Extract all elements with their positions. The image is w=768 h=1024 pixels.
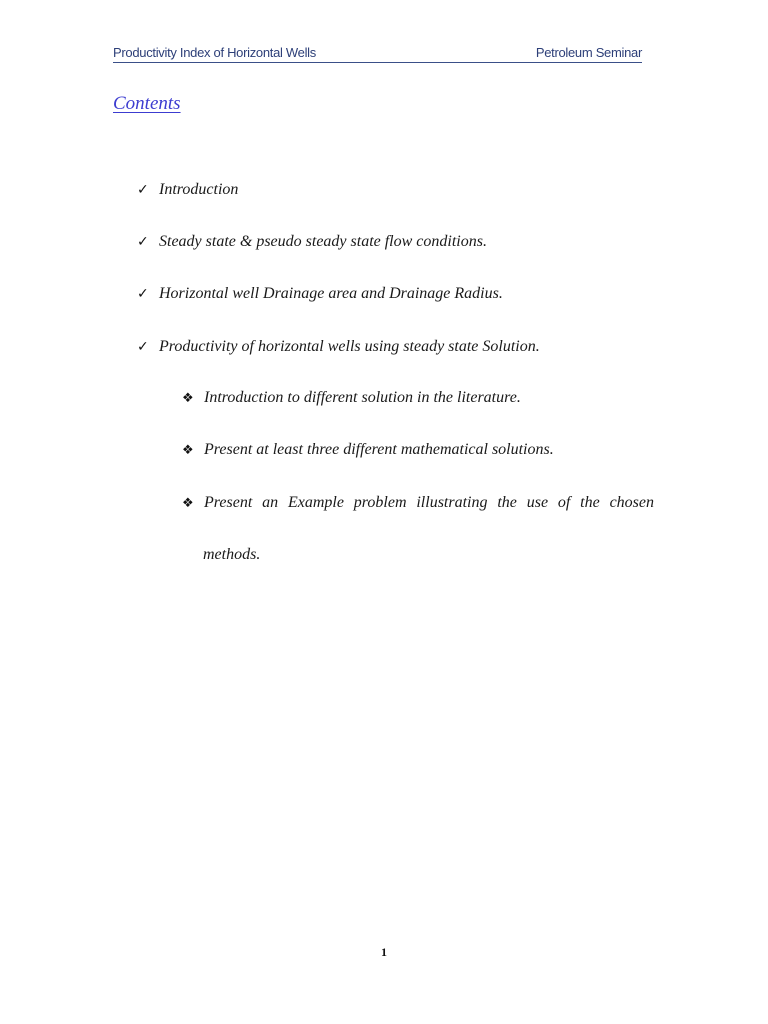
toc-item-text: Steady state & pseudo steady state flow conditions. xyxy=(159,233,487,250)
contents-heading[interactable]: Contents xyxy=(113,93,181,114)
toc-subitem xyxy=(182,494,654,512)
toc-item xyxy=(137,285,503,303)
diamond-bullet-icon: ❖ xyxy=(182,391,194,406)
header-seminar-label: Petroleum Seminar xyxy=(535,45,642,60)
toc-item-text: Productivity of horizontal wells using steady state Solution. xyxy=(159,338,540,355)
diamond-bullet-icon: ❖ xyxy=(182,443,194,458)
header-document-title: Productivity Index of Horizontal Wells xyxy=(113,45,316,60)
toc-subitem xyxy=(182,441,654,459)
toc-item xyxy=(137,233,487,251)
checkmark-icon: ✓ xyxy=(137,339,149,355)
toc-subitem xyxy=(182,389,654,407)
checkmark-icon: ✓ xyxy=(137,286,149,302)
toc-item xyxy=(137,338,540,356)
toc-subitem-text: Present an Example problem illustrating the use of the chosen xyxy=(204,494,654,511)
checkmark-icon: ✓ xyxy=(137,182,149,198)
checkmark-icon: ✓ xyxy=(137,234,149,250)
toc-item xyxy=(137,181,238,199)
page-header xyxy=(113,44,642,63)
diamond-bullet-icon: ❖ xyxy=(182,496,194,511)
toc-subitem-continuation: methods. xyxy=(203,546,261,563)
toc-subitem-text: Present at least three different mathematical solutions. xyxy=(204,441,554,458)
page-number: 1 xyxy=(381,945,387,959)
toc-item-text: Introduction xyxy=(159,181,239,198)
toc-item-text: Horizontal well Drainage area and Drainage Radius. xyxy=(159,285,503,302)
toc-subitem-text: Introduction to different solution in the literature. xyxy=(204,389,521,406)
